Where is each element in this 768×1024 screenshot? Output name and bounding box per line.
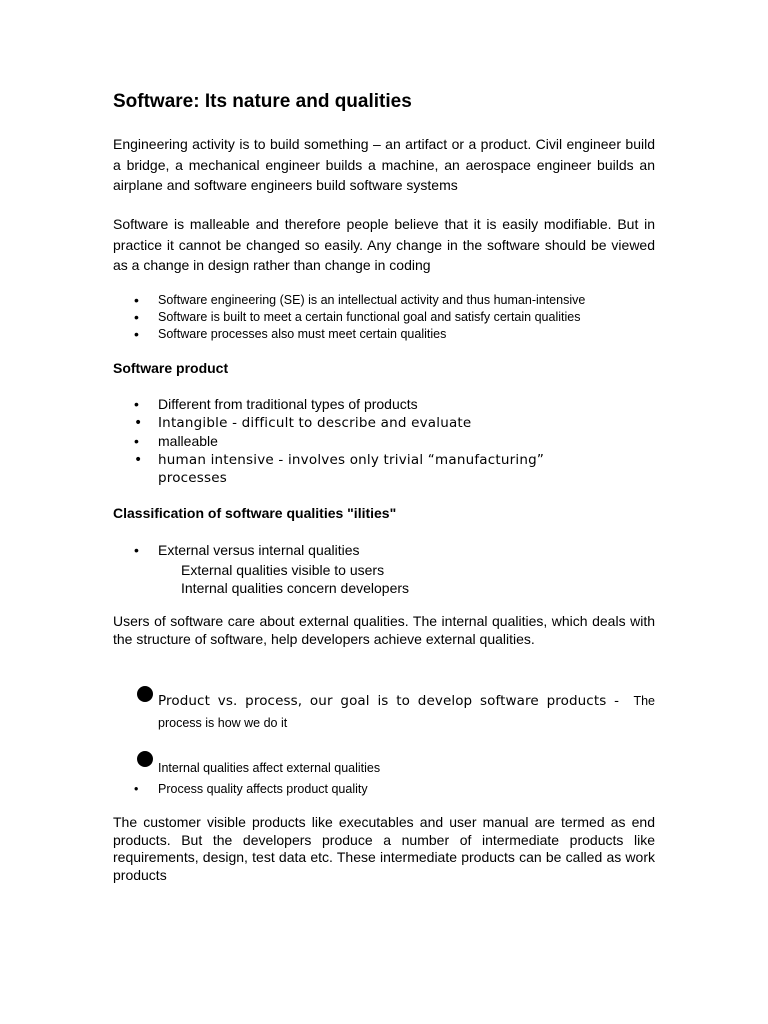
external-qualities-paragraph: Users of software care about external qualities. The internal qualities, which deals with the structure of software, help developers achieve external qualities. [113,613,655,647]
bullet-icon: • [134,451,143,468]
large-bullet-icon [137,751,153,767]
list-item: • malleable [134,433,218,449]
sub-list-item: External qualities visible to users [181,562,385,578]
bullet-icon: • [134,396,139,412]
list-item: • External versus internal qualities [134,542,360,558]
bullet-icon: • [134,542,139,558]
bullet-icon: • [134,309,139,325]
se-nature-list [0,292,586,343]
bullet-icon: • [134,292,139,308]
process-quality-item: • Process quality affects product quality [134,782,368,796]
internal-affects-external-item: Internal qualities affect external qualities [158,761,381,775]
list-item: • Intangible - difficult to describe and evaluate [134,414,472,431]
large-bullet-icon [137,686,153,702]
list-item: • Software is built to meet a certain functional goal and satisfy certain qualities [134,309,581,325]
bullet-icon: • [134,414,143,431]
list-item: • Software processes also must meet certain qualities [134,326,447,342]
bullet-icon: • [134,782,139,796]
bullet-icon: • [134,433,139,449]
product-vs-process-item: Product vs. process, our goal is to develop software products - The process is how we do it [158,693,655,730]
bullet-icon: • [134,326,139,342]
classification-heading: Classification of software qualities "ilities" [113,505,397,521]
software-product-heading: Software product [113,360,229,376]
list-item: • Software engineering (SE) is an intellectual activity and thus human-intensive [134,292,586,308]
list-item: • Different from traditional types of products [134,396,418,412]
malleability-paragraph: Software is malleable and therefore people believe that it is easily modifiable. But in practice it cannot be changed so easily. Any change in the software should be viewed as a change in design rather than change in coding [113,216,655,273]
software-product-list [0,395,640,488]
list-item: • human intensive - involves only trivial “manufacturing” processes [134,451,545,486]
page-title: Software: Its nature and qualities [113,91,412,112]
sub-list-item: Internal qualities concern developers [181,580,410,596]
work-products-paragraph: The customer visible products like executables and user manual are termed as end products. But the developers produce a number of intermediate products like requirements, design, test data etc. These intermediate products can be called as work products [113,814,655,883]
intro-paragraph: Engineering activity is to build something – an artifact or a product. Civil engineer build a bridge, a mechanical engineer builds a machine, an aerospace engineer builds an airplane and software engineers build software systems [113,136,655,193]
classification-list [0,541,360,560]
